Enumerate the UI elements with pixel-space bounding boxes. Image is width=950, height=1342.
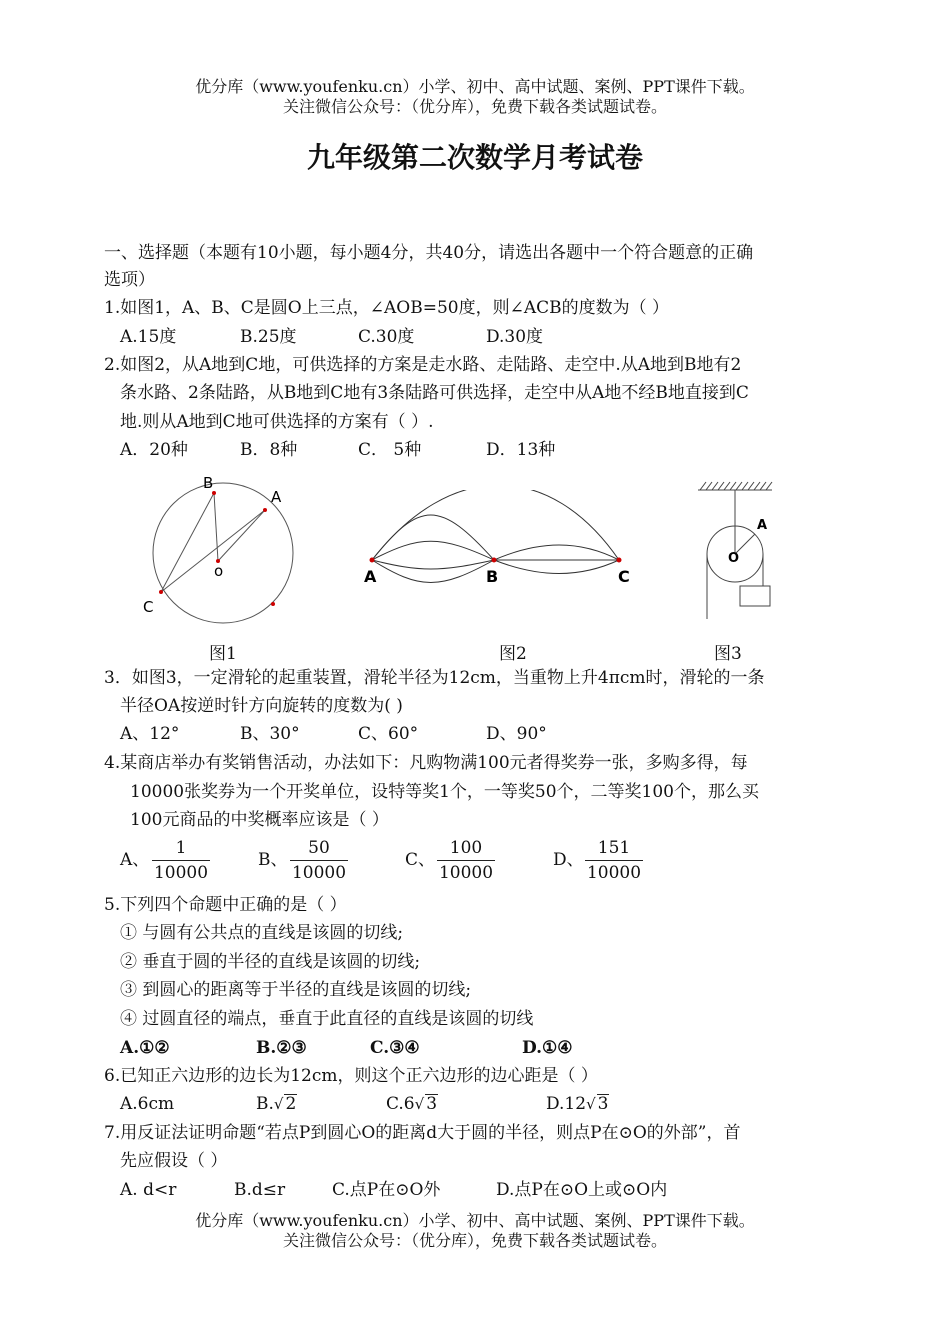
point-a <box>370 558 375 563</box>
question-3-line-2: 半径OA按逆时针方向旋转的度数为( ) <box>120 696 403 716</box>
route-ab-3 <box>372 560 494 569</box>
q6-option-c: C.6√ 3 <box>386 1094 438 1114</box>
fraction-numerator: 1 <box>175 838 187 858</box>
header-line-2: 关注微信公众号：（优分库），免费下载各类试题试卷。 <box>282 97 667 116</box>
route-ab-2 <box>372 541 494 560</box>
page-title: 九年级第二次数学月考试卷 <box>306 141 643 174</box>
ceiling-hatch <box>700 482 772 490</box>
question-7-line-2: 先应假设（ ） <box>120 1151 228 1171</box>
q7-option-b: B.d≤r <box>234 1180 286 1200</box>
route-ab-1 <box>372 515 494 560</box>
q4-option-a-fraction <box>152 838 210 883</box>
q4-option-d-fraction <box>585 838 643 883</box>
question-3-line-1: 3．如图3，一定滑轮的起重装置，滑轮半径为12cm，当重物上升4πcm时，滑轮的一条 <box>104 668 765 688</box>
fraction-denominator: 10000 <box>291 863 347 883</box>
route-air <box>372 490 619 560</box>
q3-option-d: D、90° <box>486 724 547 744</box>
label-c: C <box>143 598 154 616</box>
option-prefix: B. <box>256 1094 274 1114</box>
q4-option-c-label: C、 <box>405 850 436 870</box>
label-o: o <box>214 562 224 580</box>
figure-3-caption: 图3 <box>714 644 742 664</box>
q3-option-c: C、60° <box>358 724 419 744</box>
option-prefix: D.12 <box>546 1094 587 1114</box>
q6-option-b: B.√ 2 <box>256 1094 297 1114</box>
question-2-line-2: 条水路、2条陆路，从B地到C地有3条陆路可供选择，走空中从A地不经B地直接到C <box>120 383 749 403</box>
question-4-line-2: 10000张奖券为一个开奖单位，设特等奖1个，一等奖50个，二等奖100个，那么买 <box>130 782 759 802</box>
point-b <box>492 558 497 563</box>
q4-option-d-label: D、 <box>553 850 584 870</box>
fraction-denominator: 10000 <box>438 863 494 883</box>
point-c <box>617 558 622 563</box>
q1-option-a: A.15度 <box>120 327 177 347</box>
header-line-1: 优分库（www.youfenku.cn）小学、初中、高中试题、案例、PPT课件下载。 <box>195 77 755 96</box>
footer-line-2: 关注微信公众号：（优分库），免费下载各类试题试卷。 <box>282 1231 667 1250</box>
q1-option-d: D.30度 <box>486 327 544 347</box>
question-2-line-1: 2.如图2，从A地到C地，可供选择的方案是走水路、走陆路、走空中.从A地到B地有2 <box>104 355 742 375</box>
option-prefix: C.6 <box>386 1094 415 1114</box>
segment-ac <box>161 510 265 592</box>
q7-option-a: A. d<r <box>120 1180 177 1200</box>
label-c: C <box>618 567 630 586</box>
point-extra <box>271 602 275 606</box>
fraction-numerator: 151 <box>597 838 631 858</box>
figure-1-caption: 图1 <box>209 644 237 664</box>
q5-statement-3: ③ 到圆心的距离等于半径的直线是该圆的切线; <box>120 980 472 1000</box>
q3-option-a: A、12° <box>120 724 180 744</box>
q5-statement-1: ① 与圆有公共点的直线是该圆的切线; <box>120 923 404 943</box>
fraction-denominator: 10000 <box>586 863 642 883</box>
question-1-stem: 1.如图1，A、B、C是圆O上三点，∠AOB=50度，则∠ACB的度数为（ ） <box>104 298 670 318</box>
q5-option-a: A.①② <box>120 1038 170 1058</box>
q4-option-c-fraction <box>437 838 495 883</box>
question-4-line-1: 4.某商店举办有奖销售活动，办法如下：凡购物满100元者得奖券一张，多购多得，每 <box>104 753 748 773</box>
q5-option-d: D.①④ <box>522 1038 573 1058</box>
question-2-line-3: 地.则从A地到C地可供选择的方案有（ ）. <box>120 412 434 432</box>
question-5-stem: 5.下列四个命题中正确的是（ ） <box>104 895 347 915</box>
q5-statement-4: ④ 过圆直径的端点，垂直于此直径的直线是该圆的切线 <box>120 1009 534 1029</box>
q5-option-b: B.②③ <box>256 1038 307 1058</box>
q5-option-c: C.③④ <box>370 1038 420 1058</box>
footer-line-1: 优分库（www.youfenku.cn）小学、初中、高中试题、案例、PPT课件下载。 <box>195 1211 755 1230</box>
figure-3-pulley <box>690 474 790 624</box>
point-c <box>159 590 163 594</box>
q4-option-a-label: A、 <box>120 850 150 870</box>
label-o: O <box>728 551 740 566</box>
q4-option-b-fraction <box>290 838 348 883</box>
label-a: A <box>364 567 377 586</box>
section-heading-cont: 选项） <box>104 270 155 290</box>
label-a: A <box>757 518 768 533</box>
fraction-numerator: 100 <box>449 838 483 858</box>
label-b: B <box>486 567 499 586</box>
q2-option-d: D．13种 <box>486 440 556 460</box>
q6-option-a: A.6cm <box>120 1094 175 1114</box>
q1-option-c: C.30度 <box>358 327 415 347</box>
route-bc-1 <box>494 545 619 560</box>
q6-option-d: D.12√ 3 <box>546 1094 609 1114</box>
q1-option-b: B.25度 <box>240 327 297 347</box>
section-heading: 一、选择题（本题有10小题，每小题4分，共40分，请选出各题中一个符合题意的正确 <box>104 243 754 263</box>
q4-option-b-label: B、 <box>258 850 288 870</box>
point-a <box>263 508 267 512</box>
radicand: 2 <box>285 1094 297 1114</box>
segment-oa <box>218 510 265 561</box>
figure-2-caption: 图2 <box>499 644 527 664</box>
question-6-stem: 6.已知正六边形的边长为12cm，则这个正六边形的边心距是（ ） <box>104 1066 598 1086</box>
fraction-numerator: 50 <box>308 838 330 858</box>
q7-option-d: D.点P在⊙O上或⊙O内 <box>496 1180 668 1200</box>
radicand: 3 <box>597 1094 609 1114</box>
q2-option-c: C． 5种 <box>358 440 422 460</box>
fraction-denominator: 10000 <box>153 863 209 883</box>
radicand: 3 <box>426 1094 438 1114</box>
q5-statement-2: ② 垂直于圆的半径的直线是该圆的切线; <box>120 952 421 972</box>
figure-1-circle <box>140 470 310 630</box>
q2-option-b: B．8种 <box>240 440 298 460</box>
q7-option-c: C.点P在⊙O外 <box>332 1180 441 1200</box>
q3-option-b: B、30° <box>240 724 300 744</box>
route-bc-3 <box>494 560 619 574</box>
weight-block <box>740 586 770 606</box>
label-b: B <box>203 474 214 492</box>
question-7-line-1: 7.用反证法证明命题“若点P到圆心O的距离d大于圆的半径，则点P在⊙O的外部”，首 <box>104 1123 741 1143</box>
segment-ob <box>214 493 218 561</box>
question-4-line-3: 100元商品的中奖概率应该是（ ） <box>130 810 389 830</box>
figure-2-routes <box>360 490 640 590</box>
q2-option-a: A．20种 <box>120 440 188 460</box>
label-a: A <box>271 488 282 506</box>
